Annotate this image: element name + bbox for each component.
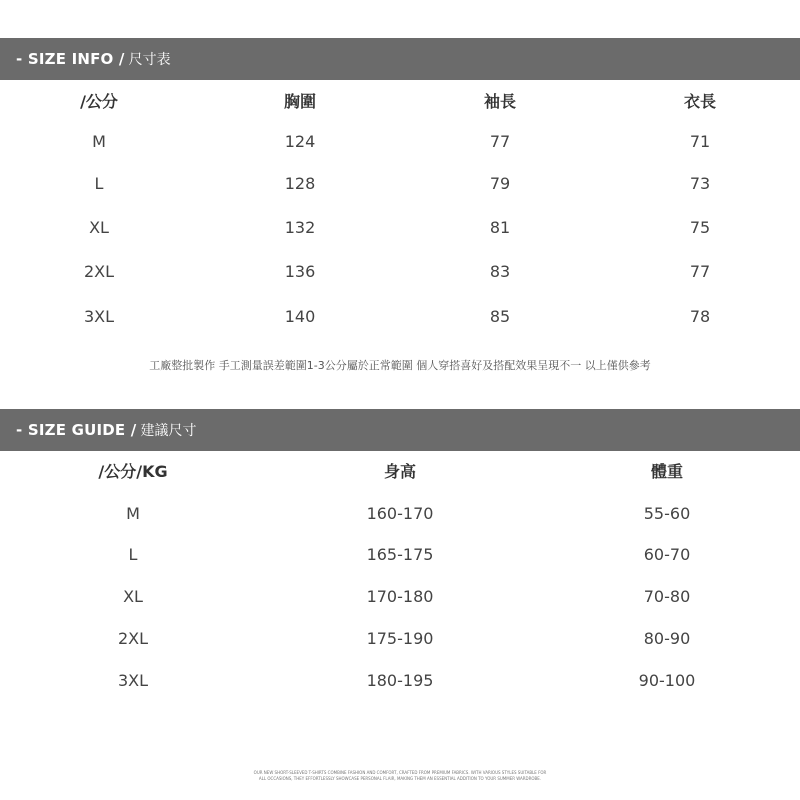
footer-line-1: OUR NEW SHORT-SLEEVED T-SHIRTS COMBINE FASHION AND COMFORT, CRAFTED FROM PREMIUM FABRICS. WITH VARIOUS STYLES SUITABLE FOR xyxy=(253,770,547,775)
table-cell: 80-90 xyxy=(643,629,691,648)
table-cell: 128 xyxy=(284,174,316,193)
table-cell: XL xyxy=(123,587,143,606)
table-row xyxy=(0,585,800,609)
measurement-note: 工廠整批製作 手工測量誤差範圍1-3公分屬於正常範圍 個人穿搭喜好及搭配效果呈現不一 以上僅供參考 xyxy=(149,359,651,372)
table-cell: M xyxy=(92,132,106,151)
table-cell: 90-100 xyxy=(638,671,696,690)
table-cell: 136 xyxy=(284,262,316,281)
size-guide-banner xyxy=(0,409,800,451)
table-row xyxy=(0,130,800,154)
table-cell: 175-190 xyxy=(366,629,434,648)
table-cell: 3XL xyxy=(117,671,149,690)
table-cell: 160-170 xyxy=(366,504,434,523)
table-cell: 79 xyxy=(489,174,511,193)
table-row xyxy=(0,627,800,651)
table-cell: 83 xyxy=(489,262,511,281)
table-cell: 3XL xyxy=(83,307,115,326)
table-cell: 124 xyxy=(284,132,316,151)
table-cell: 85 xyxy=(489,307,511,326)
table-cell: 55-60 xyxy=(643,504,691,523)
footer-line-2: ALL OCCASIONS, THEY EFFORTLESSLY SHOWCASE PERSONAL FLAIR, MAKING THEM AN ESSENTIAL ADDITION TO YOUR SUMMER WARDROBE. xyxy=(258,776,542,781)
size-info-banner xyxy=(0,38,800,80)
size-guide-header-row xyxy=(0,460,800,484)
size-guide-header-cell: 體重 xyxy=(650,462,684,481)
table-row xyxy=(0,216,800,240)
table-row xyxy=(0,502,800,526)
table-cell: 78 xyxy=(689,307,711,326)
table-cell: 180-195 xyxy=(366,671,434,690)
table-cell: 2XL xyxy=(117,629,149,648)
table-cell: 75 xyxy=(689,218,711,237)
size-guide-banner-zh: 建議尺寸 xyxy=(140,423,197,439)
table-cell: 77 xyxy=(489,132,511,151)
size-info-banner-en: - SIZE INFO / xyxy=(16,50,125,68)
table-row xyxy=(0,669,800,693)
table-cell: 73 xyxy=(689,174,711,193)
size-info-header-cell: 衣長 xyxy=(683,92,717,111)
table-cell: 140 xyxy=(284,307,316,326)
table-cell: M xyxy=(126,504,140,523)
size-info-header-cell: 胸圍 xyxy=(283,92,317,111)
footer-text xyxy=(0,770,800,782)
size-guide-header-cell: 身高 xyxy=(383,462,417,481)
size-info-header-row xyxy=(0,90,800,114)
table-row xyxy=(0,172,800,196)
size-info-banner-zh: 尺寸表 xyxy=(128,52,171,68)
size-info-header-cell: /公分 xyxy=(80,92,118,111)
table-row xyxy=(0,543,800,567)
table-cell: 60-70 xyxy=(643,545,691,564)
table-cell: 81 xyxy=(489,218,511,237)
table-cell: 132 xyxy=(284,218,316,237)
table-row xyxy=(0,260,800,284)
table-cell: 71 xyxy=(689,132,711,151)
table-cell: 2XL xyxy=(83,262,115,281)
size-info-header-cell: 袖長 xyxy=(483,92,517,111)
size-guide-banner-en: - SIZE GUIDE / xyxy=(16,421,137,439)
table-cell: 170-180 xyxy=(366,587,434,606)
table-cell: 70-80 xyxy=(643,587,691,606)
table-cell: 165-175 xyxy=(366,545,434,564)
table-cell: L xyxy=(128,545,138,564)
table-cell: 77 xyxy=(689,262,711,281)
size-guide-header-cell: /公分/KG xyxy=(98,462,168,481)
table-cell: L xyxy=(94,174,104,193)
table-cell: XL xyxy=(89,218,109,237)
table-row xyxy=(0,305,800,329)
